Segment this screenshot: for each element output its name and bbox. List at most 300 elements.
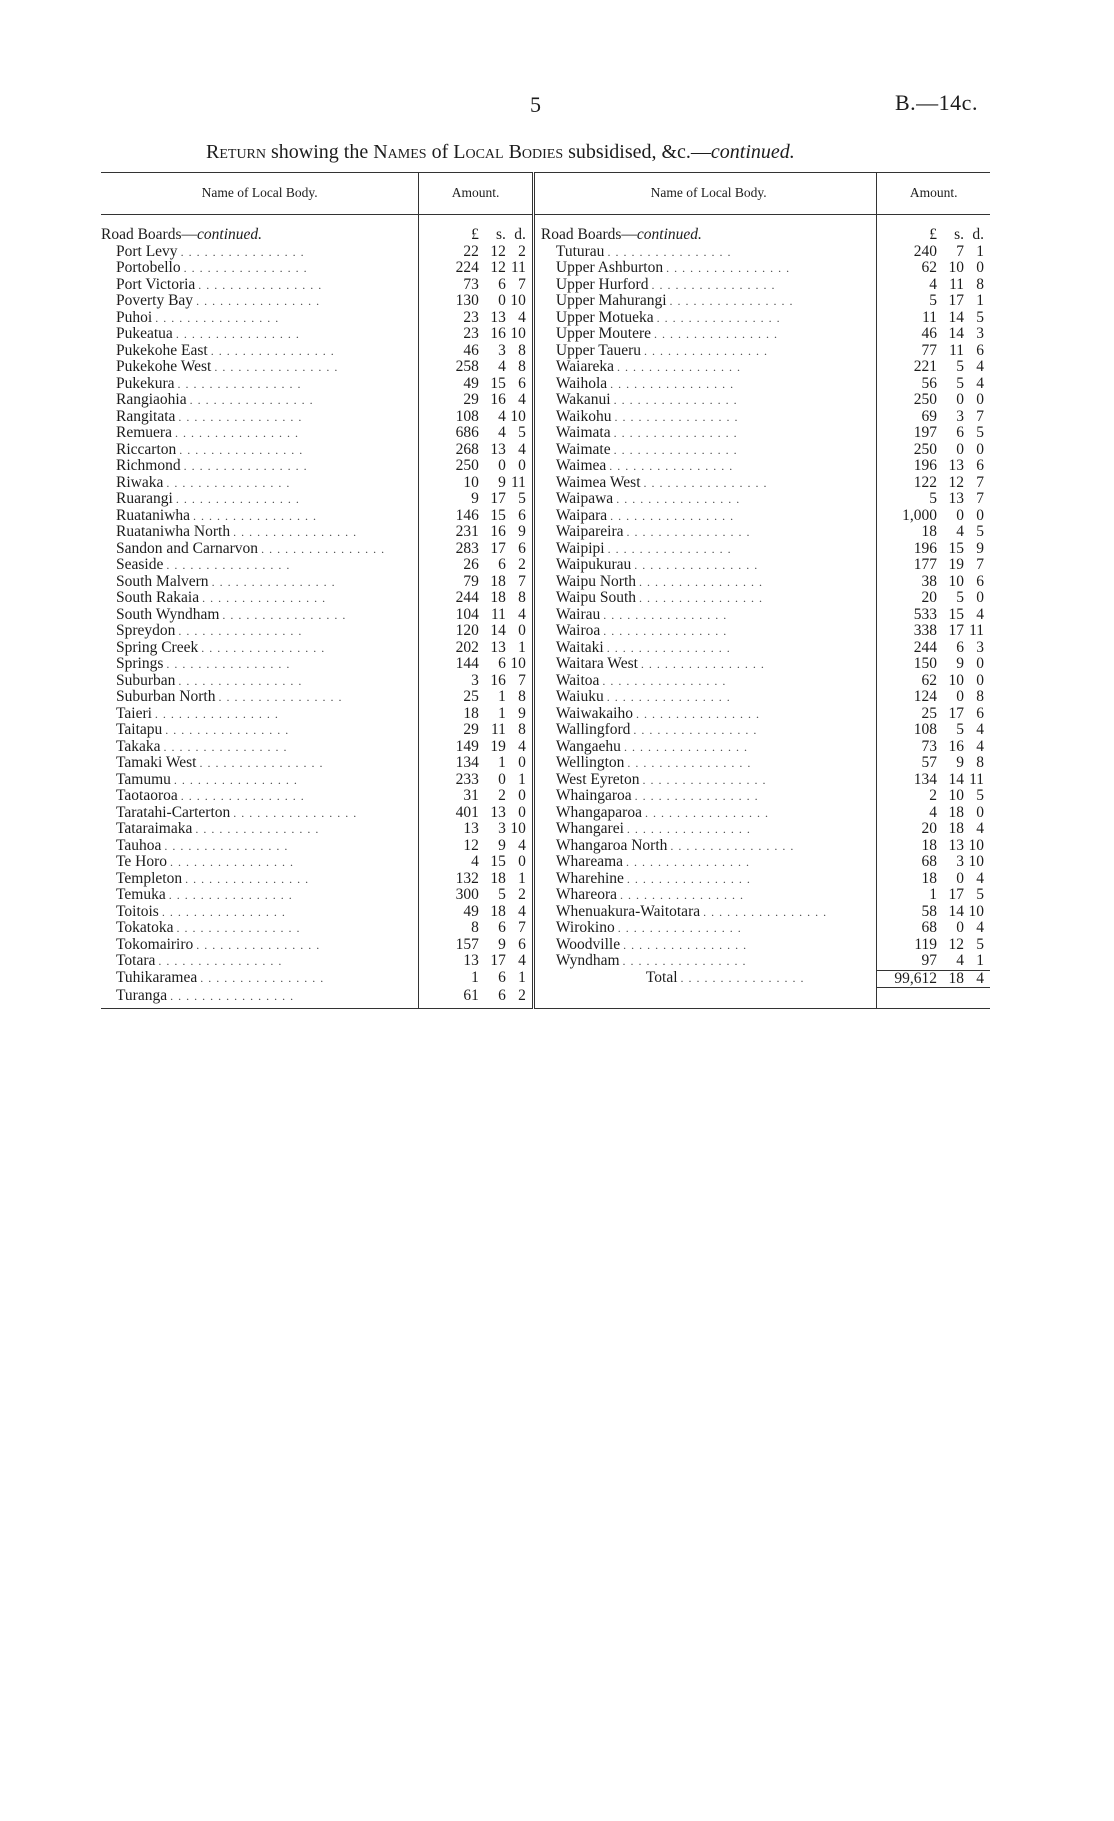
leader-dots: . . . . . . . . . . . . . . . . — [164, 838, 289, 853]
leader-dots: . . . . . . . . . . . . . . . . — [636, 706, 760, 721]
table-row — [101, 376, 990, 393]
left-amount: 149 19 4 — [419, 739, 534, 756]
right-local-body-name: Waihola . . . . . . . . . . . . . . . . — [533, 376, 876, 393]
leader-dots: . . . . . . . . . . . . . . . . — [613, 442, 738, 457]
right-local-body-name: Woodville . . . . . . . . . . . . . . . . — [533, 937, 876, 954]
left-local-body-name: South Rakaia . . . . . . . . . . . . . . . . — [101, 590, 419, 607]
right-local-body-name: Upper Taueru . . . . . . . . . . . . . . . . — [533, 343, 876, 360]
title-of: of — [431, 141, 449, 163]
left-local-body-name: Seaside . . . . . . . . . . . . . . . . — [101, 557, 419, 574]
left-local-body-name: Puhoi . . . . . . . . . . . . . . . . — [101, 310, 419, 327]
total-amount: 99,612 18 4 — [877, 970, 990, 988]
leader-dots: . . . . . . . . . . . . . . . . — [178, 624, 303, 638]
left-amount: 22 12 2 — [419, 244, 534, 261]
leader-dots: . . . . . . . . . . . . . . . . — [607, 244, 732, 259]
right-amount: 5 17 1 — [877, 293, 990, 310]
right-local-body-name: Wairau . . . . . . . . . . . . . . . . — [533, 607, 876, 624]
left-local-body-name: Takaka . . . . . . . . . . . . . . . . — [101, 739, 419, 756]
leader-dots: . . . . . . . . . . . . . . . . — [218, 690, 343, 704]
leader-dots: . . . . . . . . . . . . . . . . — [617, 921, 742, 935]
leader-dots: . . . . . . . . . . . . . . . . — [183, 459, 308, 473]
leader-dots: . . . . . . . . . . . . . . . . — [185, 871, 310, 886]
title-text-2: subsidised, &c.— — [568, 141, 711, 163]
left-amount: 8 6 7 — [419, 920, 534, 937]
left-amount: 49 18 4 — [419, 904, 534, 921]
leader-dots: . . . . . . . . . . . . . . . . — [620, 888, 744, 902]
left-local-body-name: Tokomairiro . . . . . . . . . . . . . . . . — [101, 937, 419, 954]
table-row — [101, 260, 990, 277]
left-amount: 26 6 2 — [419, 557, 534, 574]
right-amount: 56 5 4 — [877, 376, 990, 393]
left-amount: 1 6 1 — [419, 970, 534, 988]
leader-dots: . . . . . . . . . . . . . . . . — [644, 343, 769, 358]
leader-dots: . . . . . . . . . . . . . . . . — [193, 508, 318, 523]
left-local-body-name: Tamaki West . . . . . . . . . . . . . . . . — [101, 755, 419, 772]
right-local-body-name: Waimea . . . . . . . . . . . . . . . . — [533, 458, 876, 475]
table-row — [101, 937, 990, 954]
leader-dots: . . . . . . . . . . . . . . . . — [158, 954, 283, 968]
leader-dots: . . . . . . . . . . . . . . . . — [614, 409, 739, 424]
leader-dots: . . . . . . . . . . . . . . . . — [639, 591, 764, 605]
right-local-body-name: Waipipi . . . . . . . . . . . . . . . . — [533, 541, 876, 558]
title-text-1: showing the — [271, 141, 369, 163]
right-amount: 2 10 5 — [877, 788, 990, 805]
left-amount: 233 0 1 — [419, 772, 534, 789]
left-amount: 46 3 8 — [419, 343, 534, 360]
right-local-body-name: Waipara . . . . . . . . . . . . . . . . — [533, 508, 876, 525]
leader-dots: . . . . . . . . . . . . . . . . — [233, 525, 358, 539]
right-amount: 134 14 11 — [877, 772, 990, 789]
leader-dots: . . . . . . . . . . . . . . . . — [196, 294, 321, 308]
title-names: Names — [373, 141, 427, 163]
left-local-body-name: Tokatoka . . . . . . . . . . . . . . . . — [101, 920, 419, 937]
right-local-body-name: Upper Ashburton . . . . . . . . . . . . . . . . — [533, 260, 876, 277]
left-local-body-name: Riccarton . . . . . . . . . . . . . . . . — [101, 442, 419, 459]
left-amount: 120 14 0 — [419, 623, 534, 640]
left-amount: 23 16 10 — [419, 326, 534, 343]
leader-dots: . . . . . . . . . . . . . . . . — [201, 640, 326, 655]
leader-dots: . . . . . . . . . . . . . . . . — [627, 756, 752, 770]
leader-dots: . . . . . . . . . . . . . . . . — [609, 459, 734, 473]
left-local-body-name: Port Levy . . . . . . . . . . . . . . . . — [101, 244, 419, 261]
left-amount: 29 11 8 — [419, 722, 534, 739]
table-row — [101, 244, 990, 261]
leader-dots: . . . . . . . . . . . . . . . . — [199, 756, 324, 770]
table-row — [101, 491, 990, 508]
left-amount: 244 18 8 — [419, 590, 534, 607]
table-row — [101, 988, 990, 1009]
leader-dots: . . . . . . . . . . . . . . . . — [170, 988, 295, 1003]
table-row — [101, 772, 990, 789]
leader-dots: . . . . . . . . . . . . . . . . — [176, 921, 301, 935]
leader-dots: . . . . . . . . . . . . . . . . — [178, 409, 303, 424]
leader-dots: . . . . . . . . . . . . . . . . — [633, 723, 758, 737]
leader-dots: . . . . . . . . . . . . . . . . — [669, 294, 794, 308]
right-amount: 1,000 0 0 — [877, 508, 990, 525]
leader-dots: . . . . . . . . . . . . . . . . — [196, 937, 321, 952]
left-amount: 258 4 8 — [419, 359, 534, 376]
table-row — [101, 755, 990, 772]
table-row — [101, 887, 990, 904]
left-local-body-name: Pukekohe West . . . . . . . . . . . . . . . . — [101, 359, 419, 376]
right-amount: 108 5 4 — [877, 722, 990, 739]
left-local-body-name: Tataraimaka . . . . . . . . . . . . . . . . — [101, 821, 419, 838]
right-local-body-name: Wharehine . . . . . . . . . . . . . . . . — [533, 871, 876, 888]
leader-dots: . . . . . . . . . . . . . . . . — [222, 607, 347, 622]
leader-dots: . . . . . . . . . . . . . . . . — [606, 640, 731, 655]
leader-dots: . . . . . . . . . . . . . . . . — [155, 310, 280, 325]
leader-dots: . . . . . . . . . . . . . . . . — [642, 772, 767, 787]
left-local-body-name: Suburban North . . . . . . . . . . . . . . . . — [101, 689, 419, 706]
left-local-body-name: Pukekohe East . . . . . . . . . . . . . . . . — [101, 343, 419, 360]
left-amount: 23 13 4 — [419, 310, 534, 327]
leader-dots: . . . . . . . . . . . . . . . . — [703, 904, 828, 919]
right-amount: 18 13 10 — [877, 838, 990, 855]
table-row — [101, 640, 990, 657]
leader-dots: . . . . . . . . . . . . . . . . — [644, 805, 769, 820]
right-local-body-name: Waipawa . . . . . . . . . . . . . . . . — [533, 491, 876, 508]
right-local-body-name: Upper Mahurangi . . . . . . . . . . . . . . . . — [533, 293, 876, 310]
right-local-body-name: Whenuakura-Waitotara . . . . . . . . . . . . . . . . — [533, 904, 876, 921]
document-title — [206, 141, 795, 164]
left-amount: 79 18 7 — [419, 574, 534, 591]
left-amount: 73 6 7 — [419, 277, 534, 294]
leader-dots: . . . . . . . . . . . . . . . . — [163, 739, 288, 754]
left-local-body-name: Te Horo . . . . . . . . . . . . . . . . — [101, 854, 419, 871]
leader-dots: . . . . . . . . . . . . . . . . — [154, 706, 279, 721]
leader-dots: . . . . . . . . . . . . . . . . — [680, 971, 805, 985]
table-row — [101, 920, 990, 937]
left-local-body-name: Rangitata . . . . . . . . . . . . . . . . — [101, 409, 419, 426]
right-amount: 73 16 4 — [877, 739, 990, 756]
left-local-body-name: Pukekura . . . . . . . . . . . . . . . . — [101, 376, 419, 393]
right-amount: 11 14 5 — [877, 310, 990, 327]
table-row — [101, 805, 990, 822]
table-row — [101, 442, 990, 459]
left-local-body-name: Remuera . . . . . . . . . . . . . . . . — [101, 425, 419, 442]
right-amount: 77 11 6 — [877, 343, 990, 360]
left-amount: 134 1 0 — [419, 755, 534, 772]
leader-dots: . . . . . . . . . . . . . . . . — [189, 393, 314, 407]
table-row — [101, 953, 990, 970]
leader-dots: . . . . . . . . . . . . . . . . — [166, 475, 291, 490]
left-local-body-name: Ruarangi . . . . . . . . . . . . . . . . — [101, 491, 419, 508]
header-amount-left: Amount. — [419, 173, 534, 215]
right-amount: 533 15 4 — [877, 607, 990, 624]
leader-dots: . . . . . . . . . . . . . . . . — [175, 492, 300, 506]
right-local-body-name: Wallingford . . . . . . . . . . . . . . . . — [533, 722, 876, 739]
right-local-body-name: Wirokino . . . . . . . . . . . . . . . . — [533, 920, 876, 937]
leader-dots: . . . . . . . . . . . . . . . . — [161, 904, 286, 919]
table-row — [101, 425, 990, 442]
leader-dots: . . . . . . . . . . . . . . . . — [626, 855, 751, 869]
right-amount: 20 18 4 — [877, 821, 990, 838]
right-local-body-name: Wakanui . . . . . . . . . . . . . . . . — [533, 392, 876, 409]
leader-dots: . . . . . . . . . . . . . . . . — [174, 426, 299, 440]
right-amount: 69 3 7 — [877, 409, 990, 426]
title-continued: continued. — [710, 141, 795, 163]
leader-dots: . . . . . . . . . . . . . . . . — [180, 244, 305, 259]
title-return: Return — [206, 141, 267, 163]
table-row — [101, 541, 990, 558]
right-amount: 240 7 1 — [877, 244, 990, 261]
left-amount: 401 13 0 — [419, 805, 534, 822]
right-amount: 58 14 10 — [877, 904, 990, 921]
title-local-bodies: Local Bodies — [453, 141, 564, 163]
left-local-body-name: Spreydon . . . . . . . . . . . . . . . . — [101, 623, 419, 640]
right-local-body-name: Waitoa . . . . . . . . . . . . . . . . — [533, 673, 876, 690]
table-row — [101, 656, 990, 673]
leader-dots: . . . . . . . . . . . . . . . . — [626, 822, 751, 836]
header-name-right: Name of Local Body. — [533, 173, 876, 215]
right-local-body-name: Waipu North . . . . . . . . . . . . . . . . — [533, 574, 876, 591]
table-row — [101, 821, 990, 838]
left-local-body-name: Riwaka . . . . . . . . . . . . . . . . — [101, 475, 419, 492]
leader-dots: . . . . . . . . . . . . . . . . — [606, 690, 731, 704]
leader-dots: . . . . . . . . . . . . . . . . — [603, 624, 728, 638]
leader-dots: . . . . . . . . . . . . . . . . — [656, 310, 781, 325]
left-local-body-name: Spring Creek . . . . . . . . . . . . . . . . — [101, 640, 419, 657]
right-amount: 1 17 5 — [877, 887, 990, 904]
left-amount: 4 15 0 — [419, 854, 534, 871]
left-amount: 18 1 9 — [419, 706, 534, 723]
right-amount: 122 12 7 — [877, 475, 990, 492]
leader-dots: . . . . . . . . . . . . . . . . — [178, 673, 303, 688]
leader-dots: . . . . . . . . . . . . . . . . — [643, 475, 768, 490]
right-local-body-name: Whangarei . . . . . . . . . . . . . . . . — [533, 821, 876, 838]
left-amount: 49 15 6 — [419, 376, 534, 393]
left-amount: 231 16 9 — [419, 524, 534, 541]
table-row — [101, 524, 990, 541]
left-amount: 300 5 2 — [419, 887, 534, 904]
right-amount: 124 0 8 — [877, 689, 990, 706]
total-label: Total . . . . . . . . . . . . . . . . — [533, 970, 876, 988]
left-amount: 12 9 4 — [419, 838, 534, 855]
left-local-body-name: Taitapu . . . . . . . . . . . . . . . . — [101, 722, 419, 739]
left-amount: 13 17 4 — [419, 953, 534, 970]
leader-dots: . . . . . . . . . . . . . . . . — [640, 657, 765, 671]
leader-dots: . . . . . . . . . . . . . . . . — [210, 343, 335, 358]
left-local-body-name: Tuhikaramea . . . . . . . . . . . . . . . . — [101, 970, 419, 988]
leader-dots: . . . . . . . . . . . . . . . . — [175, 327, 300, 341]
right-amount: 97 4 1 — [877, 953, 990, 970]
leader-dots: . . . . . . . . . . . . . . . . — [166, 558, 291, 572]
left-local-body-name: South Malvern . . . . . . . . . . . . . . . . — [101, 574, 419, 591]
table-row — [101, 838, 990, 855]
leader-dots: . . . . . . . . . . . . . . . . — [613, 426, 738, 440]
leader-dots: . . . . . . . . . . . . . . . . — [626, 525, 751, 539]
local-bodies-table — [101, 172, 990, 1009]
table-row — [101, 392, 990, 409]
right-local-body-name: Whangaroa North . . . . . . . . . . . . . . . . — [533, 838, 876, 855]
right-amount: 196 15 9 — [877, 541, 990, 558]
leader-dots: . . . . . . . . . . . . . . . . — [168, 888, 293, 902]
right-amount: 197 6 5 — [877, 425, 990, 442]
leader-dots: . . . . . . . . . . . . . . . . — [634, 789, 759, 803]
left-local-body-name: Tauhoa . . . . . . . . . . . . . . . . — [101, 838, 419, 855]
left-local-body-name: Richmond . . . . . . . . . . . . . . . . — [101, 458, 419, 475]
category-left: Road Boards—continued. — [101, 226, 263, 243]
left-amount: 250 0 0 — [419, 458, 534, 475]
right-local-body-name: Whareora . . . . . . . . . . . . . . . . — [533, 887, 876, 904]
leader-dots: . . . . . . . . . . . . . . . . — [179, 442, 304, 457]
leader-dots: . . . . . . . . . . . . . . . . — [603, 607, 728, 622]
right-amount: 4 11 8 — [877, 277, 990, 294]
left-amount: 13 3 10 — [419, 821, 534, 838]
left-local-body-name: Ruataniwha . . . . . . . . . . . . . . . . — [101, 508, 419, 525]
leader-dots: . . . . . . . . . . . . . . . . — [634, 558, 759, 572]
leader-dots: . . . . . . . . . . . . . . . . — [670, 838, 795, 853]
left-local-body-name: Taotaoroa . . . . . . . . . . . . . . . . — [101, 788, 419, 805]
right-amount: 25 17 6 — [877, 706, 990, 723]
right-local-body-name: Waiareka . . . . . . . . . . . . . . . . — [533, 359, 876, 376]
right-amount: 4 18 0 — [877, 805, 990, 822]
right-amount: 250 0 0 — [877, 442, 990, 459]
left-amount: 224 12 11 — [419, 260, 534, 277]
leader-dots: . . . . . . . . . . . . . . . . — [613, 393, 738, 407]
left-local-body-name: Springs . . . . . . . . . . . . . . . . — [101, 656, 419, 673]
right-local-body-name: Wellington . . . . . . . . . . . . . . . . — [533, 755, 876, 772]
table-row — [101, 788, 990, 805]
left-local-body-name: Temuka . . . . . . . . . . . . . . . . — [101, 887, 419, 904]
right-local-body-name: Waitara West . . . . . . . . . . . . . . . . — [533, 656, 876, 673]
left-amount: 268 13 4 — [419, 442, 534, 459]
table-row — [101, 871, 990, 888]
right-amount: 5 13 7 — [877, 491, 990, 508]
table-row — [101, 557, 990, 574]
right-local-body-name: Waimea West . . . . . . . . . . . . . . . . — [533, 475, 876, 492]
table-row — [101, 343, 990, 360]
left-local-body-name: Totara . . . . . . . . . . . . . . . . — [101, 953, 419, 970]
right-amount: 119 12 5 — [877, 937, 990, 954]
units-left: £ s. d. — [419, 227, 534, 244]
right-local-body-name: Waikohu . . . . . . . . . . . . . . . . — [533, 409, 876, 426]
left-local-body-name: Templeton . . . . . . . . . . . . . . . . — [101, 871, 419, 888]
leader-dots: . . . . . . . . . . . . . . . . — [639, 574, 764, 589]
left-local-body-name: South Wyndham . . . . . . . . . . . . . . . . — [101, 607, 419, 624]
table-row — [101, 310, 990, 327]
right-local-body-name: Waimate . . . . . . . . . . . . . . . . — [533, 442, 876, 459]
right-local-body-name: Upper Moutere . . . . . . . . . . . . . . . . — [533, 326, 876, 343]
leader-dots: . . . . . . . . . . . . . . . . — [616, 492, 741, 506]
right-amount: 68 0 4 — [877, 920, 990, 937]
table-row — [101, 739, 990, 756]
leader-dots: . . . . . . . . . . . . . . . . — [623, 937, 748, 952]
leader-dots: . . . . . . . . . . . . . . . . — [610, 376, 735, 391]
leader-dots: . . . . . . . . . . . . . . . . — [617, 360, 742, 374]
left-amount: 29 16 4 — [419, 392, 534, 409]
right-local-body-name: Waiuku . . . . . . . . . . . . . . . . — [533, 689, 876, 706]
left-local-body-name: Turanga . . . . . . . . . . . . . . . . — [101, 988, 419, 1009]
leader-dots: . . . . . . . . . . . . . . . . — [654, 327, 779, 341]
leader-dots: . . . . . . . . . . . . . . . . — [198, 277, 323, 292]
right-local-body-name: Wyndham . . . . . . . . . . . . . . . . — [533, 953, 876, 970]
table-row — [101, 904, 990, 921]
leader-dots: . . . . . . . . . . . . . . . . — [610, 508, 735, 523]
table-row — [101, 706, 990, 723]
right-local-body-name: Tuturau . . . . . . . . . . . . . . . . — [533, 244, 876, 261]
leader-dots: . . . . . . . . . . . . . . . . — [214, 360, 339, 374]
table-row — [101, 722, 990, 739]
leader-dots: . . . . . . . . . . . . . . . . — [177, 376, 302, 391]
leader-dots: . . . . . . . . . . . . . . . . — [622, 954, 747, 968]
left-amount: 202 13 1 — [419, 640, 534, 657]
leader-dots: . . . . . . . . . . . . . . . . — [626, 871, 751, 886]
right-amount: 18 4 5 — [877, 524, 990, 541]
left-local-body-name: Taieri . . . . . . . . . . . . . . . . — [101, 706, 419, 723]
left-amount: 132 18 1 — [419, 871, 534, 888]
leader-dots: . . . . . . . . . . . . . . . . — [261, 541, 386, 556]
header-amount-right: Amount. — [877, 173, 990, 215]
right-local-body-name: Waipareira . . . . . . . . . . . . . . . . — [533, 524, 876, 541]
document-reference: B.—14c. — [895, 90, 978, 115]
left-amount: 283 17 6 — [419, 541, 534, 558]
leader-dots: . . . . . . . . . . . . . . . . — [233, 805, 358, 820]
left-amount: 9 17 5 — [419, 491, 534, 508]
leader-dots: . . . . . . . . . . . . . . . . — [195, 822, 320, 836]
left-local-body-name: Poverty Bay . . . . . . . . . . . . . . . . — [101, 293, 419, 310]
right-local-body-name: Whaingaroa . . . . . . . . . . . . . . . . — [533, 788, 876, 805]
leader-dots: . . . . . . . . . . . . . . . . — [666, 261, 791, 275]
leader-dots: . . . . . . . . . . . . . . . . — [211, 574, 336, 589]
right-local-body-name: Waimata . . . . . . . . . . . . . . . . — [533, 425, 876, 442]
right-amount: 150 9 0 — [877, 656, 990, 673]
leader-dots: . . . . . . . . . . . . . . . . — [607, 541, 732, 556]
left-local-body-name: Sandon and Carnarvon . . . . . . . . . . . . . . . . — [101, 541, 419, 558]
right-local-body-name: Upper Hurford . . . . . . . . . . . . . . . . — [533, 277, 876, 294]
table-row — [101, 854, 990, 871]
right-local-body-name: Whangaparoa . . . . . . . . . . . . . . . . — [533, 805, 876, 822]
table-row — [101, 293, 990, 310]
right-amount: 46 14 3 — [877, 326, 990, 343]
leader-dots: . . . . . . . . . . . . . . . . — [165, 723, 290, 737]
leader-dots: . . . . . . . . . . . . . . . . — [183, 261, 308, 275]
category-right: Road Boards—continued. — [540, 226, 702, 243]
right-local-body-name: Wairoa . . . . . . . . . . . . . . . . — [533, 623, 876, 640]
right-amount: 20 5 0 — [877, 590, 990, 607]
left-amount: 146 15 6 — [419, 508, 534, 525]
right-amount: 177 19 7 — [877, 557, 990, 574]
right-amount: 68 3 10 — [877, 854, 990, 871]
right-amount: 196 13 6 — [877, 458, 990, 475]
right-local-body-name: Wangaehu . . . . . . . . . . . . . . . . — [533, 739, 876, 756]
table-row — [101, 970, 990, 988]
table-row — [101, 326, 990, 343]
left-amount: 157 9 6 — [419, 937, 534, 954]
right-amount: 221 5 4 — [877, 359, 990, 376]
leader-dots: . . . . . . . . . . . . . . . . — [200, 971, 325, 985]
left-amount: 31 2 0 — [419, 788, 534, 805]
table-row — [101, 590, 990, 607]
left-local-body-name: Taratahi-Carterton . . . . . . . . . . . . . . . . — [101, 805, 419, 822]
table-row — [101, 277, 990, 294]
right-amount: 338 17 11 — [877, 623, 990, 640]
left-amount: 3 16 7 — [419, 673, 534, 690]
right-local-body-name: West Eyreton . . . . . . . . . . . . . . . . — [533, 772, 876, 789]
left-local-body-name: Port Victoria . . . . . . . . . . . . . . . . — [101, 277, 419, 294]
left-local-body-name: Suburban . . . . . . . . . . . . . . . . — [101, 673, 419, 690]
right-amount: 62 10 0 — [877, 260, 990, 277]
table-row — [101, 689, 990, 706]
right-amount: 244 6 3 — [877, 640, 990, 657]
left-amount: 61 6 2 — [419, 988, 534, 1009]
table-row — [101, 607, 990, 624]
left-amount: 130 0 10 — [419, 293, 534, 310]
left-local-body-name: Rangiaohia . . . . . . . . . . . . . . . . — [101, 392, 419, 409]
table-row — [101, 458, 990, 475]
left-amount: 10 9 11 — [419, 475, 534, 492]
right-amount: 38 10 6 — [877, 574, 990, 591]
